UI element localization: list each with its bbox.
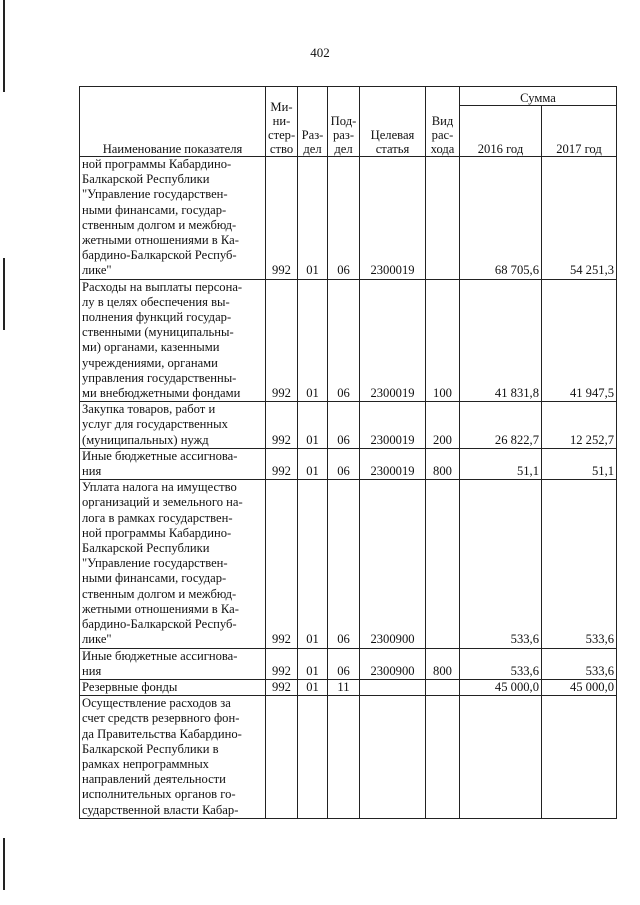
indicator-name-line: "Управление государствен-: [82, 556, 228, 571]
header-year-2017: 2017 год: [542, 106, 617, 157]
indicator-name-line: лике": [82, 632, 112, 647]
cell-section: 01: [298, 448, 328, 479]
cell-section: 01: [298, 402, 328, 449]
indicator-name-line: ми) органами, казенными: [82, 340, 220, 355]
cell-sum-2017: 533,6: [542, 480, 617, 648]
indicator-name-line: Закупка товаров, работ и: [82, 402, 216, 417]
cell-indicator-name: [80, 648, 266, 679]
cell-target-article: 2300019: [360, 448, 426, 479]
header-subsection: Под- раз- дел: [328, 87, 360, 157]
cell-expense-type: 100: [426, 279, 460, 402]
table-row: [80, 157, 617, 280]
cell-indicator-name: [80, 696, 266, 819]
indicator-name-line: ния: [82, 663, 102, 678]
cell-target-article: 2300019: [360, 157, 426, 280]
indicator-name-line: Расходы на выплаты персона-: [82, 279, 243, 294]
cell-sum-2016: 41 831,8: [460, 279, 542, 402]
indicator-name-line: Балкарской Республики в: [82, 741, 219, 756]
cell-sum-2016: 68 705,6: [460, 157, 542, 280]
cell-sum-2017: 12 252,7: [542, 402, 617, 449]
indicator-name-line: ными финансами, государ-: [82, 571, 227, 586]
table-row: [80, 402, 617, 449]
header-target-article: Целевая статья: [360, 87, 426, 157]
indicator-name-line: ственным долгом и межбюд-: [82, 586, 237, 601]
cell-subsection: 06: [328, 448, 360, 479]
table-row: [80, 679, 617, 695]
cell-ministry: 992: [266, 679, 298, 695]
cell-section: 01: [298, 679, 328, 695]
indicator-name-line: ми внебюджетными фондами: [82, 386, 241, 401]
cell-expense-type: 200: [426, 402, 460, 449]
cell-subsection: [328, 696, 360, 819]
cell-indicator-name: [80, 157, 266, 280]
cell-indicator-name: [80, 402, 266, 449]
header-expense-type: Вид рас- хода: [426, 87, 460, 157]
indicator-name-line: да Правительства Кабардино-: [82, 726, 242, 741]
indicator-name-line: сударственной власти Кабар-: [82, 802, 239, 817]
cell-section: 01: [298, 157, 328, 280]
indicator-name-line: организаций и земельного на-: [82, 495, 243, 510]
table-row: [80, 448, 617, 479]
cell-section: 01: [298, 279, 328, 402]
budget-table: [79, 86, 617, 819]
indicator-name-line: ния: [82, 464, 102, 479]
cell-sum-2017: 45 000,0: [542, 679, 617, 695]
cell-section: [298, 696, 328, 819]
indicator-name-line: лога в рамках государствен-: [82, 510, 233, 525]
cell-target-article: [360, 679, 426, 695]
cell-subsection: 11: [328, 679, 360, 695]
table-row: [80, 480, 617, 648]
indicator-name-line: ными финансами, государ-: [82, 202, 227, 217]
cell-indicator-name: [80, 279, 266, 402]
cell-expense-type: [426, 157, 460, 280]
header-sum: Сумма: [460, 87, 617, 106]
cell-subsection: 06: [328, 157, 360, 280]
page-number: 402: [310, 45, 330, 60]
cell-ministry: 992: [266, 448, 298, 479]
indicator-name-line: ственным долгом и межбюд-: [82, 217, 237, 232]
indicator-name-line: полнения функций государ-: [82, 310, 232, 325]
cell-ministry: 992: [266, 157, 298, 280]
cell-sum-2017: [542, 696, 617, 819]
cell-sum-2016: 45 000,0: [460, 679, 542, 695]
indicator-name-line: Иные бюджетные ассигнова-: [82, 448, 238, 463]
indicator-name-line: Балкарской Республики: [82, 541, 210, 556]
indicator-name-line: ной программы Кабардино-: [82, 525, 232, 540]
cell-subsection: 06: [328, 402, 360, 449]
indicator-name-line: направлений деятельности: [82, 772, 226, 787]
cell-indicator-name: [80, 480, 266, 648]
cell-target-article: 2300900: [360, 480, 426, 648]
cell-expense-type: 800: [426, 448, 460, 479]
indicator-name-line: лике": [82, 263, 112, 278]
cell-indicator-name: [80, 448, 266, 479]
indicator-name-line: исполнительных органов го-: [82, 787, 236, 802]
scan-edge-mark-bottom: [3, 838, 5, 890]
indicator-name-line: управления государственны-: [82, 370, 237, 385]
cell-ministry: [266, 696, 298, 819]
cell-sum-2016: 26 822,7: [460, 402, 542, 449]
header-section: Раз- дел: [298, 87, 328, 157]
indicator-name-line: Балкарской Республики: [82, 172, 210, 187]
scan-edge-mark-middle: [3, 258, 5, 330]
cell-ministry: 992: [266, 402, 298, 449]
table-row: [80, 696, 617, 819]
indicator-name-line: бардино-Балкарской Респуб-: [82, 617, 237, 632]
cell-expense-type: 800: [426, 648, 460, 679]
indicator-name-line: (муниципальных) нужд: [82, 432, 209, 447]
cell-indicator-name: [80, 679, 266, 695]
indicator-name-line: "Управление государствен-: [82, 187, 228, 202]
indicator-name-line: Осуществление расходов за: [82, 696, 231, 711]
cell-expense-type: [426, 679, 460, 695]
table-body: [80, 157, 617, 819]
table-row: [80, 279, 617, 402]
header-ministry: Ми- ни- стер- ство: [266, 87, 298, 157]
scan-edge-mark-top: [3, 0, 5, 92]
header-row: [80, 87, 617, 106]
cell-sum-2016: [460, 696, 542, 819]
cell-sum-2017: 533,6: [542, 648, 617, 679]
indicator-name-line: жетными отношениями в Ка-: [82, 233, 239, 248]
cell-sum-2016: 533,6: [460, 648, 542, 679]
cell-section: 01: [298, 648, 328, 679]
indicator-name-line: лу в целях обеспечения вы-: [82, 294, 230, 309]
cell-sum-2017: 51,1: [542, 448, 617, 479]
table-row: [80, 648, 617, 679]
indicator-name-line: Иные бюджетные ассигнова-: [82, 648, 238, 663]
cell-ministry: 992: [266, 279, 298, 402]
cell-sum-2017: 54 251,3: [542, 157, 617, 280]
cell-subsection: 06: [328, 648, 360, 679]
indicator-name-line: Уплата налога на имущество: [82, 480, 237, 495]
indicator-name-line: счет средств резервного фон-: [82, 711, 240, 726]
cell-target-article: 2300019: [360, 279, 426, 402]
cell-subsection: 06: [328, 279, 360, 402]
cell-sum-2017: 41 947,5: [542, 279, 617, 402]
header-year-2016: 2016 год: [460, 106, 542, 157]
cell-expense-type: [426, 696, 460, 819]
cell-subsection: 06: [328, 480, 360, 648]
cell-target-article: 2300019: [360, 402, 426, 449]
indicator-name-line: жетными отношениями в Ка-: [82, 601, 239, 616]
cell-expense-type: [426, 480, 460, 648]
indicator-name-line: ственными (муниципальны-: [82, 325, 234, 340]
cell-sum-2016: 51,1: [460, 448, 542, 479]
indicator-name-line: Резервные фонды: [82, 679, 178, 694]
indicator-name-line: учреждениями, органами: [82, 355, 218, 370]
cell-sum-2016: 533,6: [460, 480, 542, 648]
indicator-name-line: рамках непрограммных: [82, 756, 209, 771]
cell-section: 01: [298, 480, 328, 648]
indicator-name-line: услуг для государственных: [82, 417, 228, 432]
indicator-name-line: бардино-Балкарской Респуб-: [82, 248, 237, 263]
indicator-name-line: ной программы Кабардино-: [82, 157, 232, 171]
cell-target-article: [360, 696, 426, 819]
header-name: Наименование показателя: [80, 87, 266, 157]
cell-ministry: 992: [266, 648, 298, 679]
cell-ministry: 992: [266, 480, 298, 648]
cell-target-article: 2300900: [360, 648, 426, 679]
